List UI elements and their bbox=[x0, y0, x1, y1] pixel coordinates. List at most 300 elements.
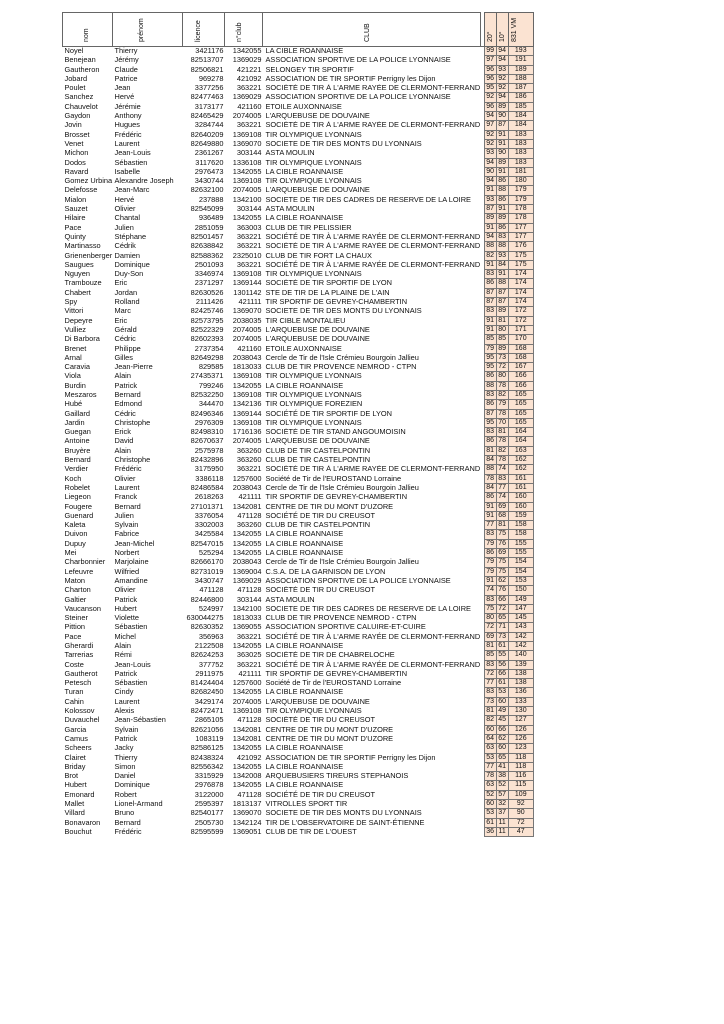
cell-club: Société de Tir de l'EUROSTAND Lorraine bbox=[265, 678, 402, 688]
cell-nom: Guenard bbox=[64, 511, 94, 520]
cell-licence: 82547015 bbox=[190, 539, 224, 548]
cell-series-20: 78 bbox=[484, 772, 496, 781]
cell-club: CENTRE DE TIR DU MONT D'UZORE bbox=[265, 502, 394, 511]
cell-series-10: 82 bbox=[496, 446, 508, 455]
cell-series-20: 95 bbox=[484, 418, 496, 427]
cell-total: 193 bbox=[508, 47, 533, 56]
cell-nom: Jardin bbox=[64, 418, 85, 427]
cell-licence: 630044275 bbox=[186, 613, 224, 623]
cell-licence: 2851059 bbox=[194, 223, 224, 232]
cell-total: 189 bbox=[508, 65, 533, 74]
cell-prenom: Bernard bbox=[114, 390, 141, 399]
cell-series-10: 86 bbox=[496, 195, 508, 204]
cell-series-10: 75 bbox=[496, 558, 508, 567]
cell-club: SOCIÉTÉ DE TIR STAND ANGOUMOISIN bbox=[265, 427, 406, 437]
cell-series-20: 85 bbox=[484, 335, 496, 344]
cell-nom: Kaleta bbox=[64, 520, 86, 530]
cell-series-10: 84 bbox=[496, 260, 508, 269]
cell-total: 126 bbox=[508, 725, 533, 734]
cell-prenom: Jérémie bbox=[114, 102, 141, 111]
cell-nclub: 1716136 bbox=[232, 427, 262, 437]
cell-series-20: 91 bbox=[484, 316, 496, 325]
cell-club: LA CIBLE ROANNAISE bbox=[265, 687, 344, 697]
cell-series-10: 82 bbox=[496, 390, 508, 399]
cell-nom: Quinty bbox=[64, 232, 86, 241]
cell-prenom: Laurent bbox=[114, 483, 140, 492]
cell-club: L'ARQUEBUSE DE DOUVAINE bbox=[265, 185, 370, 195]
cell-club: TIR OLYMPIQUE LYONNAIS bbox=[265, 371, 362, 381]
table-row bbox=[63, 483, 534, 492]
cell-series-20: 83 bbox=[484, 660, 496, 669]
cell-prenom: Jean-Louis bbox=[114, 148, 151, 158]
cell-licence: 82682450 bbox=[190, 687, 224, 697]
cell-series-20: 88 bbox=[484, 465, 496, 474]
cell-prenom: Patrick bbox=[114, 381, 138, 390]
cell-prenom: Bruno bbox=[114, 808, 135, 818]
cell-prenom: Jean bbox=[114, 83, 131, 93]
cell-prenom: Hervé bbox=[114, 92, 135, 102]
cell-series-20: 83 bbox=[484, 270, 496, 279]
cell-series-10: 56 bbox=[496, 660, 508, 669]
table-row bbox=[63, 242, 534, 251]
cell-licence: 799246 bbox=[198, 381, 224, 390]
cell-licence: 2501093 bbox=[194, 260, 224, 269]
cell-prenom: Robert bbox=[114, 790, 137, 799]
cell-club: SOCIÉTÉ DE TIR SPORTIF DE LYON bbox=[265, 409, 392, 418]
table-row bbox=[63, 679, 534, 688]
cell-total: 90 bbox=[508, 809, 533, 818]
cell-series-20: 88 bbox=[484, 242, 496, 251]
cell-nclub: 1342100 bbox=[232, 604, 262, 613]
cell-total: 168 bbox=[508, 344, 533, 353]
cell-total: 143 bbox=[508, 623, 533, 632]
cell-prenom: Alexandre Joseph bbox=[114, 176, 174, 186]
cell-licence: 82595599 bbox=[190, 827, 224, 836]
cell-total: 174 bbox=[508, 270, 533, 279]
cell-total: 115 bbox=[508, 781, 533, 790]
cell-nom: Jovin bbox=[64, 120, 82, 130]
table-row bbox=[63, 437, 534, 446]
cell-series-10: 37 bbox=[496, 809, 508, 818]
cell-nom: Nguyen bbox=[64, 269, 90, 279]
cell-nom: Caravia bbox=[64, 362, 90, 372]
cell-total: 174 bbox=[508, 298, 533, 307]
cell-series-10: 88 bbox=[496, 186, 508, 195]
table-row bbox=[63, 260, 534, 269]
cell-series-20: 83 bbox=[484, 307, 496, 316]
cell-nom: Bouchut bbox=[64, 827, 92, 836]
cell-licence: 471128 bbox=[199, 585, 224, 595]
cell-prenom: Franck bbox=[114, 492, 138, 502]
cell-prenom: Simon bbox=[114, 762, 136, 771]
cell-nclub: 1369108 bbox=[232, 706, 262, 716]
cell-total: 109 bbox=[508, 790, 533, 799]
cell-total: 168 bbox=[508, 353, 533, 362]
cell-series-20: 91 bbox=[484, 511, 496, 520]
cell-series-20: 69 bbox=[484, 632, 496, 641]
cell-nclub: 1336108 bbox=[232, 158, 262, 167]
cell-licence: 82602393 bbox=[190, 334, 224, 344]
table-row bbox=[63, 697, 534, 706]
cell-nom: Camus bbox=[64, 734, 88, 743]
cell-nclub: 1342008 bbox=[232, 771, 262, 781]
cell-licence: 82640209 bbox=[190, 130, 224, 139]
cell-series-10: 78 bbox=[496, 381, 508, 390]
cell-series-20: 96 bbox=[484, 102, 496, 111]
cell-prenom: Cédric bbox=[114, 334, 136, 344]
cell-licence: 3376054 bbox=[194, 511, 224, 520]
cell-nclub: 471128 bbox=[237, 511, 262, 520]
cell-prenom: Olivier bbox=[114, 474, 136, 483]
cell-series-20: 72 bbox=[484, 623, 496, 632]
cell-nom: Lefeuvre bbox=[64, 567, 94, 576]
table-row bbox=[63, 102, 534, 111]
cell-series-10: 75 bbox=[496, 567, 508, 576]
cell-club: SOCIÉTÉ DE TIR DU CREUSOT bbox=[265, 715, 376, 725]
cell-nclub: 1369144 bbox=[232, 278, 262, 288]
cell-nclub: 2074005 bbox=[232, 111, 262, 121]
table-row bbox=[63, 139, 534, 148]
cell-total: 155 bbox=[508, 539, 533, 548]
cell-prenom: Julien bbox=[114, 511, 134, 520]
cell-series-20: 94 bbox=[484, 232, 496, 241]
table-row bbox=[63, 651, 534, 660]
cell-series-10: 69 bbox=[496, 502, 508, 511]
cell-series-10: 89 bbox=[496, 307, 508, 316]
cell-licence: 2575978 bbox=[194, 446, 224, 455]
cell-nclub: 1342055 bbox=[232, 167, 262, 176]
cell-nom: Brenet bbox=[64, 344, 87, 353]
cell-series-20: 81 bbox=[484, 446, 496, 455]
cell-prenom: Bernard bbox=[114, 818, 141, 827]
cell-club: SOCIETE DE TIR DES CADRES DE RESERVE DE LA LOIRE bbox=[265, 195, 471, 204]
cell-series-10: 45 bbox=[496, 716, 508, 725]
cell-series-20: 81 bbox=[484, 642, 496, 651]
cell-nclub: 303144 bbox=[236, 595, 262, 604]
header-prenom: prénom bbox=[113, 13, 183, 47]
cell-prenom: Eric bbox=[114, 278, 128, 288]
cell-nclub: 471128 bbox=[237, 790, 262, 799]
cell-club: L'ARQUEBUSE DE DOUVAINE bbox=[265, 334, 370, 344]
cell-licence: 3117620 bbox=[195, 158, 224, 167]
cell-club: ASSOCIATION DE TIR SPORTIF Perrigny les Dijon bbox=[265, 74, 436, 83]
cell-series-20: 78 bbox=[484, 474, 496, 483]
cell-total: 185 bbox=[508, 102, 533, 111]
cell-total: 191 bbox=[508, 56, 533, 65]
cell-prenom: Alain bbox=[114, 446, 131, 455]
cell-series-20: 87 bbox=[484, 409, 496, 418]
cell-series-10: 91 bbox=[496, 167, 508, 176]
cell-series-10: 66 bbox=[496, 725, 508, 734]
cell-nclub: 1342055 bbox=[232, 539, 262, 548]
cell-licence: 82630352 bbox=[190, 622, 224, 632]
table-row bbox=[63, 390, 534, 399]
cell-nclub: 363025 bbox=[236, 650, 262, 660]
cell-nclub: 1369108 bbox=[232, 176, 262, 186]
table-row bbox=[63, 642, 534, 651]
cell-prenom: Christophe bbox=[114, 418, 151, 427]
table-row bbox=[63, 604, 534, 613]
cell-club: SOCIÉTÉ DE TIR À L'ARME RAYÉE DE CLERMONT-FERRAND bbox=[265, 464, 481, 474]
cell-total: 140 bbox=[508, 651, 533, 660]
cell-licence: 82545099 bbox=[190, 204, 224, 214]
cell-total: 183 bbox=[508, 139, 533, 148]
cell-total: 145 bbox=[508, 614, 533, 623]
cell-nom: Vaucanson bbox=[64, 604, 101, 613]
cell-club: SOCIÉTÉ DE TIR DU CREUSOT bbox=[265, 585, 376, 595]
cell-club: ASTA MOULIN bbox=[265, 204, 315, 214]
cell-series-10: 41 bbox=[496, 762, 508, 771]
cell-nom: Sauzet bbox=[64, 204, 88, 214]
cell-series-20: 77 bbox=[484, 762, 496, 771]
cell-series-10: 91 bbox=[496, 205, 508, 214]
cell-series-20: 87 bbox=[484, 298, 496, 307]
cell-licence: 2737354 bbox=[194, 344, 224, 353]
cell-nclub: 363221 bbox=[236, 232, 262, 241]
cell-series-10: 93 bbox=[496, 251, 508, 260]
cell-series-20: 90 bbox=[484, 167, 496, 176]
table-row bbox=[63, 576, 534, 585]
cell-nclub: 1342055 bbox=[232, 641, 262, 650]
cell-series-20: 84 bbox=[484, 456, 496, 465]
cell-prenom: Jean-Michel bbox=[114, 539, 155, 548]
cell-club: TIR DE L'OBSERVATOIRE DE SAINT-ÉTIENNE bbox=[265, 818, 425, 827]
cell-licence: 82501457 bbox=[190, 232, 224, 241]
cell-series-10: 78 bbox=[496, 437, 508, 446]
cell-nom: Hilaire bbox=[64, 213, 86, 223]
cell-series-10: 71 bbox=[496, 623, 508, 632]
cell-total: 162 bbox=[508, 465, 533, 474]
cell-series-20: 81 bbox=[484, 707, 496, 716]
cell-series-10: 81 bbox=[496, 521, 508, 530]
cell-prenom: Patrick bbox=[114, 669, 138, 678]
table-row bbox=[63, 418, 534, 427]
cell-total: 164 bbox=[508, 437, 533, 446]
cell-licence: 82486584 bbox=[190, 483, 224, 492]
cell-nclub: 1342081 bbox=[232, 734, 262, 743]
cell-nclub: 2074005 bbox=[232, 185, 262, 195]
cell-club: CLUB DE TIR PROVENCE NEMROD - CTPN bbox=[265, 362, 417, 372]
cell-nclub: 1369108 bbox=[232, 371, 262, 381]
cell-nclub: 1342055 bbox=[232, 687, 262, 697]
cell-series-10: 70 bbox=[496, 418, 508, 427]
cell-nclub: 1813137 bbox=[232, 799, 262, 809]
cell-series-10: 79 bbox=[496, 400, 508, 409]
cell-total: 186 bbox=[508, 93, 533, 102]
cell-club: LA CIBLE ROANNAISE bbox=[265, 762, 344, 771]
cell-series-10: 68 bbox=[496, 511, 508, 520]
cell-licence: 82649880 bbox=[190, 139, 224, 148]
cell-nom: Brosset bbox=[64, 130, 90, 139]
cell-series-10: 85 bbox=[496, 335, 508, 344]
cell-club: TIR OLYMPIQUE LYONNAIS bbox=[265, 130, 362, 139]
table-row bbox=[63, 567, 534, 576]
cell-nclub: 421092 bbox=[236, 753, 262, 762]
table-row bbox=[63, 744, 534, 753]
cell-total: 170 bbox=[508, 335, 533, 344]
cell-total: 171 bbox=[508, 325, 533, 334]
cell-club: SOCIETE DE TIR DES MONTS DU LYONNAIS bbox=[265, 808, 422, 818]
cell-nclub: 363221 bbox=[236, 632, 262, 641]
cell-prenom: Patrice bbox=[114, 74, 138, 83]
table-row bbox=[63, 316, 534, 325]
cell-total: 164 bbox=[508, 428, 533, 437]
cell-series-20: 94 bbox=[484, 112, 496, 121]
cell-club: SOCIÉTÉ DE TIR À L'ARME RAYÉE DE CLERMONT-FERRAND bbox=[265, 120, 481, 130]
cell-nom: Charton bbox=[64, 585, 91, 595]
cell-series-20: 91 bbox=[484, 502, 496, 511]
cell-series-20: 63 bbox=[484, 781, 496, 790]
cell-series-10: 88 bbox=[496, 279, 508, 288]
cell-club: SOCIÉTÉ DE TIR À L'ARME RAYÉE DE CLERMONT-FERRAND bbox=[265, 241, 481, 251]
cell-licence: 27435371 bbox=[190, 371, 224, 381]
cell-nclub: 2074005 bbox=[232, 436, 262, 446]
cell-nom: Vulliez bbox=[64, 325, 86, 334]
cell-licence: 2618263 bbox=[194, 492, 224, 502]
cell-club: TIR OLYMPIQUE LYONNAIS bbox=[265, 176, 362, 186]
cell-nom: Mei bbox=[64, 548, 77, 558]
cell-club: SOCIETE DE TIR DES CADRES DE RESERVE DE LA LOIRE bbox=[265, 604, 471, 613]
cell-series-10: 66 bbox=[496, 595, 508, 604]
cell-club: LA CIBLE ROANNAISE bbox=[265, 548, 344, 558]
cell-series-20: 83 bbox=[484, 530, 496, 539]
cell-club: CLUB DE TIR CASTELPONTIN bbox=[265, 446, 371, 455]
cell-licence: 82432896 bbox=[190, 455, 224, 465]
cell-total: 166 bbox=[508, 372, 533, 381]
cell-series-10: 49 bbox=[496, 707, 508, 716]
cell-prenom: Sylvain bbox=[114, 520, 139, 530]
cell-series-20: 97 bbox=[484, 56, 496, 65]
cell-total: 172 bbox=[508, 316, 533, 325]
cell-nom: Pace bbox=[64, 632, 82, 641]
cell-club: Cercle de Tir de l'Isle Crémieu Bourgoin Jallieu bbox=[265, 353, 419, 362]
header-licence: licence bbox=[183, 13, 225, 47]
cell-total: 127 bbox=[508, 716, 533, 725]
cell-prenom: Norbert bbox=[114, 548, 140, 558]
cell-prenom: Jean-Pierre bbox=[114, 362, 153, 372]
cell-licence: 3346974 bbox=[194, 269, 224, 279]
cell-series-20: 80 bbox=[484, 614, 496, 623]
cell-prenom: Jordan bbox=[114, 288, 138, 297]
cell-prenom: Rémi bbox=[114, 650, 132, 660]
cell-club: CLUB DE TIR CASTELPONTIN bbox=[265, 520, 371, 530]
table-row bbox=[63, 112, 534, 121]
table-row bbox=[63, 400, 534, 409]
cell-licence: 82621056 bbox=[190, 725, 224, 734]
cell-licence: 356963 bbox=[198, 632, 224, 641]
cell-nom: Gherardi bbox=[64, 641, 94, 650]
cell-prenom: Frédéric bbox=[114, 130, 142, 139]
cell-nom: Noyel bbox=[64, 46, 84, 56]
cell-nclub: 471128 bbox=[237, 585, 262, 595]
cell-nom: Hubert bbox=[64, 780, 87, 790]
cell-licence: 82513707 bbox=[190, 55, 224, 65]
cell-licence: 82670637 bbox=[190, 436, 224, 446]
cell-total: 147 bbox=[508, 604, 533, 613]
cell-prenom: Sébastien bbox=[114, 158, 148, 167]
cell-licence: 1083119 bbox=[195, 734, 224, 743]
cell-prenom: Violette bbox=[114, 613, 140, 623]
cell-nom: Grienenberger bbox=[64, 251, 113, 260]
table-row bbox=[63, 158, 534, 167]
cell-prenom: Hubert bbox=[114, 604, 137, 613]
cell-prenom: Dominique bbox=[114, 780, 150, 790]
cell-nom: Villard bbox=[64, 808, 85, 818]
cell-series-10: 53 bbox=[496, 688, 508, 697]
cell-nom: Meszaros bbox=[64, 390, 97, 399]
table-row bbox=[63, 288, 534, 297]
cell-series-10: 81 bbox=[496, 428, 508, 437]
table-row bbox=[63, 772, 534, 781]
cell-prenom: Isabelle bbox=[114, 167, 140, 176]
cell-series-10: 65 bbox=[496, 753, 508, 762]
cell-club: L'ARQUEBUSE DE DOUVAINE bbox=[265, 697, 370, 706]
cell-licence: 377752 bbox=[198, 660, 224, 669]
cell-club: SOCIÉTÉ DE TIR SPORTIF DE LYON bbox=[265, 278, 392, 288]
cell-series-10: 11 bbox=[496, 818, 508, 827]
cell-nom: Guegan bbox=[64, 427, 91, 437]
cell-club: ASSOCIATION SPORTIVE DE LA POLICE LYONNAISE bbox=[265, 55, 451, 65]
cell-total: 116 bbox=[508, 772, 533, 781]
cell-nom: Sanchez bbox=[64, 92, 94, 102]
cell-total: 138 bbox=[508, 679, 533, 688]
cell-prenom: Marjolaine bbox=[114, 557, 149, 567]
cell-prenom: Chantal bbox=[114, 213, 140, 223]
table-row bbox=[63, 511, 534, 520]
cell-nclub: 303144 bbox=[236, 204, 262, 214]
cell-prenom: Jean-Louis bbox=[114, 660, 151, 669]
table-row bbox=[63, 725, 534, 734]
cell-nclub: 1342055 bbox=[232, 780, 262, 790]
cell-total: 154 bbox=[508, 558, 533, 567]
cell-series-10: 73 bbox=[496, 353, 508, 362]
cell-nclub: 363221 bbox=[236, 241, 262, 251]
cell-nom: Dodos bbox=[64, 158, 86, 167]
cell-series-20: 92 bbox=[484, 93, 496, 102]
cell-total: 142 bbox=[508, 632, 533, 641]
cell-nom: Liegeon bbox=[64, 492, 91, 502]
cell-series-10: 60 bbox=[496, 697, 508, 706]
cell-total: 160 bbox=[508, 502, 533, 511]
cell-nclub: 1813033 bbox=[232, 362, 262, 372]
cell-club: Cercle de Tir de l'Isle Crémieu Bourgoin Jallieu bbox=[265, 483, 419, 492]
cell-nom: Fougere bbox=[64, 502, 93, 511]
table-row bbox=[63, 130, 534, 139]
cell-club: TIR OLYMPIQUE LYONNAIS bbox=[265, 158, 362, 167]
cell-prenom: Cindy bbox=[114, 687, 134, 697]
cell-series-10: 92 bbox=[496, 84, 508, 93]
cell-nclub: 421092 bbox=[236, 74, 262, 83]
cell-nom: Delefosse bbox=[64, 185, 98, 195]
cell-nclub: 2074005 bbox=[232, 697, 262, 706]
cell-licence: 3175950 bbox=[194, 464, 224, 474]
cell-nom: Garcia bbox=[64, 725, 87, 734]
cell-licence: 3429174 bbox=[194, 697, 224, 706]
cell-series-10: 69 bbox=[496, 549, 508, 558]
cell-nclub: 421221 bbox=[236, 65, 262, 74]
cell-prenom: Amandine bbox=[114, 576, 148, 585]
table-row bbox=[63, 632, 534, 641]
cell-series-10: 86 bbox=[496, 177, 508, 186]
cell-licence: 344470 bbox=[198, 399, 224, 409]
table-row bbox=[63, 753, 534, 762]
cell-total: 158 bbox=[508, 521, 533, 530]
table-row bbox=[63, 93, 534, 102]
cell-total: 153 bbox=[508, 576, 533, 585]
cell-licence: 2911975 bbox=[195, 669, 224, 678]
cell-nclub: 1342055 bbox=[232, 743, 262, 753]
cell-total: 175 bbox=[508, 251, 533, 260]
